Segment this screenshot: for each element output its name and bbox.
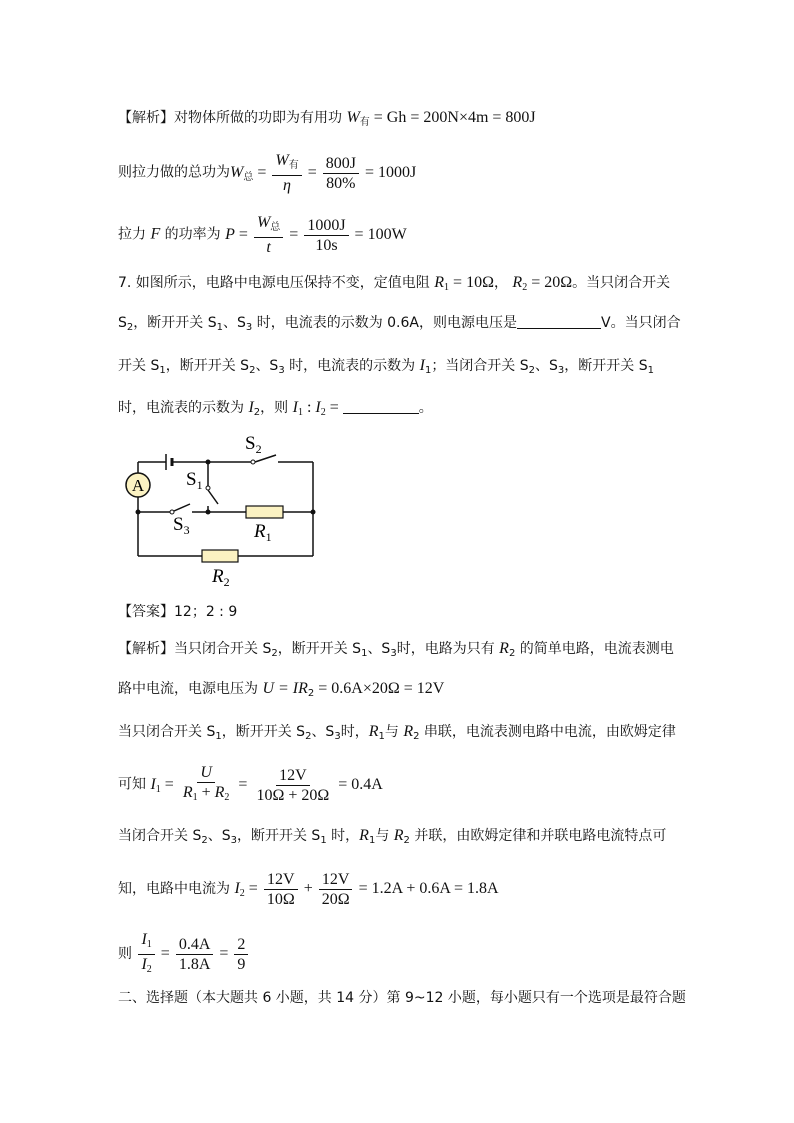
label-s1: $S_1$	[186, 469, 203, 492]
analysis-line-4: 可知 $I_1$ = $\frac{U}{R_1 + R_2}$ = $\frac{12V}{10\Omega + 20\Omega}$ = 0.4A	[118, 764, 383, 806]
switch-s1-contact	[206, 486, 210, 490]
fraction: $\frac{12V}{10\Omega}$	[264, 871, 298, 908]
analysis-tag: 【解析】	[118, 641, 174, 657]
fraction: $\frac{I_1}{I_2}$	[138, 931, 154, 978]
fraction: $\frac{12V}{10\Omega + 20\Omega}$	[256, 766, 330, 804]
label-s2: $S_2$	[245, 433, 262, 456]
answer-blank-voltage[interactable]	[517, 314, 601, 329]
answer-line: 【答案】12；2 : 9	[118, 604, 238, 620]
answer-blank-ratio[interactable]	[343, 399, 419, 414]
question-7-line-2: $S_2$，断开开关 $S_1$、$S_3$ 时，电流表的示数为 0.6A，则电源电压是 V。当只闭合	[118, 315, 681, 333]
section-2-heading: 二、选择题（本大题共 6 小题，共 14 分）第 9~12 小题，每小题只有一个选项是最符合题	[118, 990, 686, 1006]
switch-s1-blade	[208, 490, 218, 504]
label-s3: $S_3$	[173, 514, 190, 537]
formula-useful-work: $W_有 = Gh = 200N\times 4m = 800J$	[346, 109, 536, 128]
circuit-diagram	[118, 428, 328, 593]
question-7-line-3: 开关 $S_1$，断开开关 $S_2$、$S_3$ 时，电流表的示数为 $I_1$；当闭合开关 $S_2$、$S_3$，断开开关 $S_1$	[118, 357, 655, 376]
solution-line-1: 【解析】对物体所做的功即为有用功 $W_有 = Gh = 200N\times 4m = 800J$	[118, 109, 536, 128]
question-7-line-1: 7. 如图所示，电路中电源电压保持不变，定值电阻 $R_1 = 10\Omega$， $R_2 = 20\Omega$。当只闭合开关	[118, 274, 671, 293]
switch-s3-blade	[174, 504, 190, 511]
formula-total-work: $W_总$ = $\frac{W_有}{\eta}$ = $\frac{800J}{80\%}$ = 1000J	[230, 152, 417, 194]
answer-tag: 【答案】	[118, 604, 174, 620]
junction-dot	[206, 510, 211, 515]
analysis-line-5: 当闭合开关 $S_2$、$S_3$，断开开关 $S_1$ 时，$R_1$与 $R_2$ 并联，由欧姆定律和并联电路电流特点可	[118, 827, 667, 846]
fraction: $\frac{12V}{20\Omega}$	[319, 871, 353, 908]
analysis-line-1: 【解析】当只闭合开关 $S_2$，断开开关 $S_1$、$S_3$时，电路为只有 $R_2$ 的简单电路，电流表测电	[118, 640, 674, 659]
solution-line-3: 拉力 F 的功率为 P = $\frac{W_总}{t}$ = $\frac{1000J}{10s}$ = 100W	[118, 214, 407, 256]
switch-s2-contact	[251, 460, 255, 464]
label-r1: $R_1$	[254, 521, 272, 544]
analysis-line-7: 则 $\frac{I_1}{I_2}$ = $\frac{0.4A}{1.8A}$ = $\frac{2}{9}$	[118, 931, 250, 978]
analysis-line-2: 路中电流，电源电压为 $U = IR_2 = 0.6A\times 20\Omega = 12V$	[118, 680, 445, 699]
formula-power: P = $\frac{W_总}{t}$ = $\frac{1000J}{10s}$ = 100W	[225, 214, 407, 256]
junction-dot	[206, 460, 211, 465]
resistor-r1	[246, 506, 283, 518]
question-7-line-4: 时，电流表的示数为 $I_2$，则 $I_1$ : $I_2$ = 。	[118, 399, 433, 418]
fraction: $\frac{800J}{80\%}$	[323, 155, 359, 192]
analysis-line-3: 当只闭合开关 $S_1$，断开开关 $S_2$、$S_3$时，$R_1$与 $R_2$ 串联，电流表测电路中电流，由欧姆定律	[118, 723, 676, 742]
fraction: $\frac{W_总}{t}$	[254, 214, 283, 256]
fraction: $\frac{1000J}{10s}$	[304, 217, 348, 254]
fraction: $\frac{U}{R_1 + R_2}$	[182, 764, 230, 803]
analysis-tag: 【解析】	[118, 110, 174, 126]
junction-dot	[136, 510, 141, 515]
fraction: $\frac{0.4A}{1.8A}$	[176, 936, 214, 973]
switch-s2-blade	[255, 455, 276, 462]
junction-dot	[311, 510, 316, 515]
fraction: $\frac{W_有}{\eta}$	[272, 152, 301, 194]
solution-line-2: 则拉力做的总功为$W_总$ = $\frac{W_有}{\eta}$ = $\frac{800J}{80\%}$ = 1000J	[118, 152, 417, 194]
fraction: $\frac{2}{9}$	[234, 936, 248, 973]
resistor-r2	[202, 550, 238, 562]
label-r2: $R_2$	[212, 566, 230, 589]
analysis-line-6: 知，电路中电流为 $I_2$ = $\frac{12V}{10\Omega}$ + $\frac{12V}{20\Omega}$ = 1.2A + 0.6A = 1.8A	[118, 871, 499, 908]
ammeter-label: A	[131, 476, 145, 495]
